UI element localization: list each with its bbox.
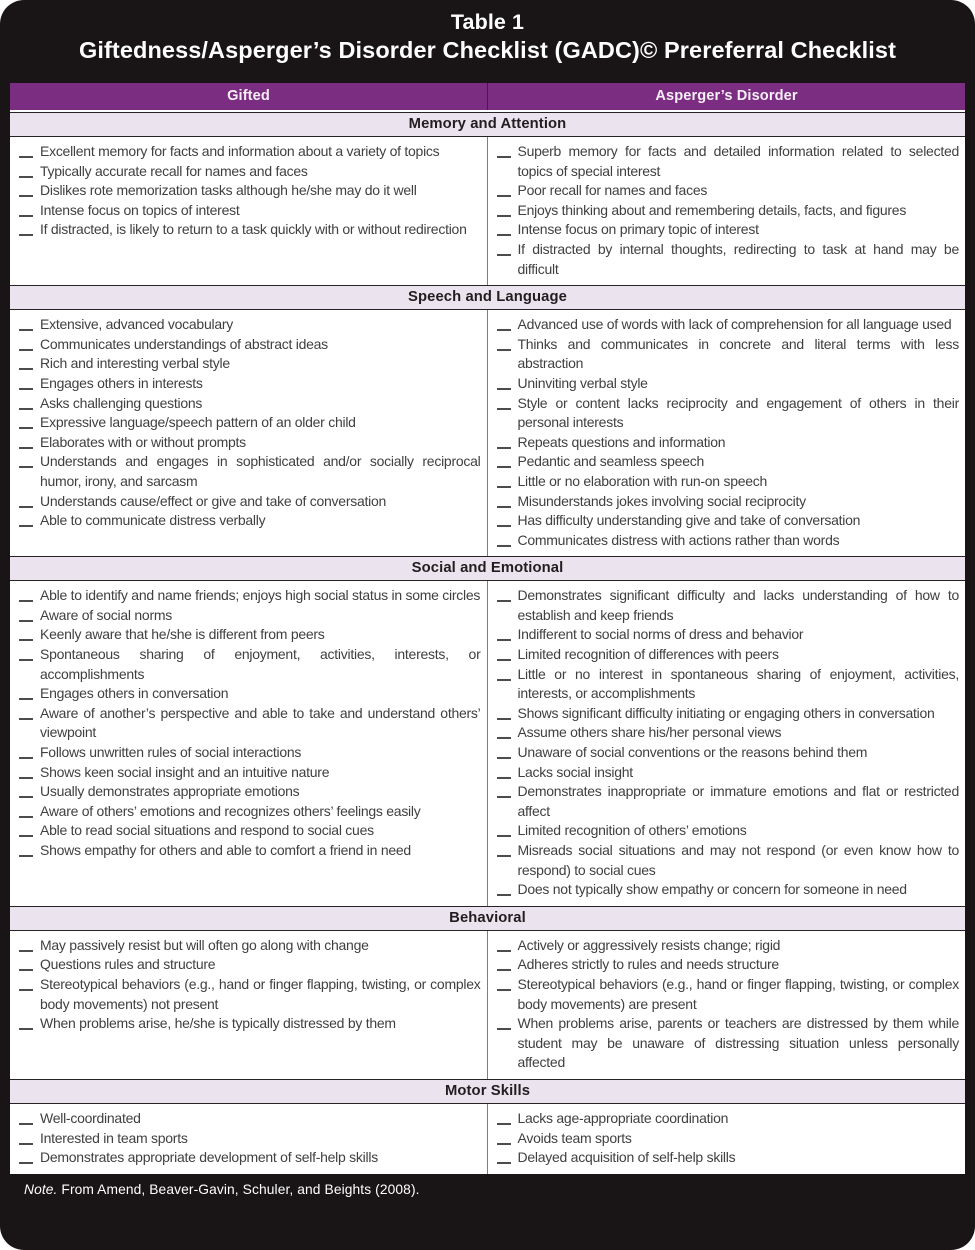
fill-in-blank-line <box>497 882 511 896</box>
item-text: Style or content lacks reciprocity and engagement of others in their personal interests <box>517 394 959 431</box>
checklist-item <box>19 201 481 221</box>
checklist-item <box>19 606 481 626</box>
note-label: Note. <box>24 1181 58 1197</box>
checklist-item <box>19 162 481 182</box>
checklist-item <box>497 452 960 472</box>
fill-in-blank-line <box>19 588 33 602</box>
item-text: Aware of social norms <box>40 606 173 623</box>
item-text: Understands cause/effect or give and take of conversation <box>40 492 387 509</box>
fill-in-blank-line <box>497 183 511 197</box>
item-text: Lacks age-appropriate coordination <box>517 1109 729 1126</box>
fill-in-blank-line <box>19 1150 33 1164</box>
checklist-item <box>19 936 481 956</box>
fill-in-blank-line <box>497 222 511 236</box>
item-text: Expressive language/speech pattern of an older child <box>40 414 356 431</box>
item-text: Asks challenging questions <box>40 394 203 411</box>
column-header-row <box>10 83 965 112</box>
item-text: Delayed acquisition of self-help skills <box>517 1149 736 1166</box>
fill-in-blank-line <box>19 356 33 370</box>
fill-in-blank-line <box>19 1016 33 1030</box>
fill-in-blank-line <box>19 608 33 622</box>
checklist-item <box>19 413 481 433</box>
item-text: Able to identify and name friends; enjoys high social status in some circles <box>40 587 481 604</box>
checklist-item <box>19 511 481 531</box>
item-text: Actively or aggressively resists change; rigid <box>517 936 781 953</box>
checklist-item <box>497 374 960 394</box>
checklist-item <box>19 821 481 841</box>
fill-in-blank-line <box>497 376 511 390</box>
item-text: When problems arise, he/she is typically distressed by them <box>40 1015 396 1032</box>
item-text: May passively resist but will often go along with change <box>40 936 369 953</box>
checklist-item <box>497 1109 960 1129</box>
item-text: Elaborates with or without prompts <box>40 433 246 450</box>
item-text: Thinks and communicates in concrete and literal terms with less abstraction <box>517 335 959 372</box>
checklist-item <box>19 394 481 414</box>
item-text: Demonstrates inappropriate or immature emotions and flat or restricted affect <box>517 783 959 819</box>
item-text: Rich and interesting verbal style <box>40 355 230 372</box>
fill-in-blank-line <box>19 415 33 429</box>
item-text: Intense focus on primary topic of interest <box>517 221 759 238</box>
fill-in-blank-line <box>19 317 33 331</box>
checklist-item <box>19 782 481 802</box>
item-text: Usually demonstrates appropriate emotions <box>40 783 300 800</box>
checklist-item <box>19 841 481 861</box>
checklist-item <box>497 472 960 492</box>
checklist-item <box>497 645 960 665</box>
item-text: Shows empathy for others and able to comfort a friend in need <box>40 842 411 858</box>
table-title-block <box>10 9 965 65</box>
column-header-gifted: Gifted <box>10 83 488 110</box>
fill-in-blank-line <box>19 435 33 449</box>
fill-in-blank-line <box>19 784 33 798</box>
checklist-item <box>497 586 960 625</box>
gifted-cell <box>10 1104 488 1174</box>
checklist-item <box>19 452 481 491</box>
fill-in-blank-line <box>497 977 511 991</box>
checklist-item <box>19 335 481 355</box>
fill-in-blank-line <box>497 843 511 857</box>
column-header-aspergers: Asperger’s Disorder <box>655 88 798 104</box>
fill-in-blank-line <box>19 938 33 952</box>
table-number: Table 1 <box>450 10 525 34</box>
fill-in-blank-line <box>497 203 511 217</box>
checklist-item <box>497 665 960 704</box>
fill-in-blank-line <box>497 1111 511 1125</box>
item-text: Excellent memory for facts and information about a variety of topics <box>40 143 440 159</box>
table-title: Giftedness/Asperger’s Disorder Checklist (GADC)© Prereferral Checklist <box>78 37 897 63</box>
item-text: Demonstrates significant difficulty and lacks understanding of how to establish and keep friends <box>517 587 959 623</box>
checklist-item <box>19 645 481 684</box>
section-row <box>10 581 965 906</box>
checklist-item <box>497 240 960 279</box>
checklist-item <box>497 433 960 453</box>
item-text: Repeats questions and information <box>517 433 726 450</box>
section-header: Motor Skills <box>10 1079 965 1104</box>
fill-in-blank-line <box>19 337 33 351</box>
item-text: Aware of others’ emotions and recognizes others’ feelings easily <box>40 802 421 819</box>
item-text: Misreads social situations and may not respond (or even know how to respond) to social cues <box>517 842 959 878</box>
fill-in-blank-line <box>19 183 33 197</box>
checklist-item <box>497 704 960 724</box>
fill-in-blank-line <box>497 667 511 681</box>
checklist-item <box>497 1148 960 1168</box>
item-text: Little or no elaboration with run-on speech <box>517 472 768 489</box>
section-header: Social and Emotional <box>10 556 965 581</box>
item-text: Does not typically show empathy or concern for someone in need <box>517 881 907 898</box>
checklist-item <box>497 531 960 551</box>
checklist-item <box>497 511 960 531</box>
item-text: Aware of another’s perspective and able to take and understand others’ viewpoint <box>40 704 481 741</box>
gifted-cell <box>10 137 488 285</box>
fill-in-blank-line <box>19 823 33 837</box>
item-text: Little or no interest in spontaneous sharing of enjoyment, activities, interests, or accomplishments <box>517 665 959 702</box>
fill-in-blank-line <box>497 454 511 468</box>
checklist-item <box>19 1129 481 1149</box>
checklist-item <box>19 704 481 743</box>
checklist-item <box>497 975 960 1014</box>
item-text: Follows unwritten rules of social interactions <box>40 744 302 761</box>
checklist-item <box>497 723 960 743</box>
item-text: Misunderstands jokes involving social reciprocity <box>517 492 806 509</box>
fill-in-blank-line <box>19 222 33 236</box>
checklist-item <box>19 975 481 1014</box>
checklist-item <box>497 821 960 841</box>
fill-in-blank-line <box>19 765 33 779</box>
item-text: Keenly aware that he/she is different from peers <box>40 626 325 643</box>
item-text: Well-coordinated <box>40 1109 141 1126</box>
item-text: Able to communicate distress verbally <box>40 512 266 529</box>
item-text: Intense focus on topics of interest <box>40 201 240 218</box>
aspergers-cell <box>488 137 966 285</box>
section-row <box>10 137 965 285</box>
checklist-item <box>497 1014 960 1073</box>
item-text: Limited recognition of others’ emotions <box>517 822 747 839</box>
item-text: Shows significant difficulty initiating or engaging others in conversation <box>517 704 935 721</box>
item-text: Demonstrates appropriate development of self-help skills <box>40 1149 378 1166</box>
section-header: Memory and Attention <box>10 112 965 137</box>
fill-in-blank-line <box>497 435 511 449</box>
fill-in-blank-line <box>497 725 511 739</box>
aspergers-cell <box>488 581 966 906</box>
fill-in-blank-line <box>19 627 33 641</box>
item-text: Dislikes rote memorization tasks although he/she may do it well <box>40 182 417 199</box>
checklist-item <box>19 1014 481 1034</box>
item-text: Communicates understandings of abstract ideas <box>40 335 328 352</box>
aspergers-cell <box>488 310 966 556</box>
fill-in-blank-line <box>497 647 511 661</box>
section-header: Behavioral <box>10 906 965 931</box>
section-header: Speech and Language <box>10 285 965 310</box>
fill-in-blank-line <box>19 977 33 991</box>
item-text: Communicates distress with actions rather than words <box>517 531 840 548</box>
checklist-item <box>19 684 481 704</box>
fill-in-blank-line <box>19 513 33 527</box>
item-text: Limited recognition of differences with peers <box>517 646 779 663</box>
item-text: Stereotypical behaviors (e.g., hand or finger flapping, twisting, or complex body movements) are present <box>517 975 959 1012</box>
checklist-item <box>497 841 960 880</box>
item-text: Engages others in interests <box>40 374 203 391</box>
checklist-item <box>497 492 960 512</box>
checklist-item <box>19 181 481 201</box>
section-row <box>10 310 965 556</box>
item-text: Understands and engages in sophisticated and/or socially reciprocal humor, irony, and sarcasm <box>40 453 481 489</box>
fill-in-blank-line <box>19 686 33 700</box>
item-text: Interested in team sports <box>40 1129 188 1146</box>
fill-in-blank-line <box>19 745 33 759</box>
source-note <box>10 1174 965 1250</box>
checklist-item <box>19 802 481 822</box>
fill-in-blank-line <box>497 494 511 508</box>
fill-in-blank-line <box>497 396 511 410</box>
item-text: If distracted by internal thoughts, redirecting to task at hand may be difficult <box>517 240 959 277</box>
checklist-item <box>19 1109 481 1129</box>
checklist-item <box>19 220 481 240</box>
item-text: When problems arise, parents or teachers are distressed by them while student may be unaware of distressing situation unless personally affected <box>517 1015 959 1071</box>
fill-in-blank-line <box>497 765 511 779</box>
checklist-table <box>10 83 965 1174</box>
gifted-cell <box>10 310 488 556</box>
item-text: Superb memory for facts and detailed information related to selected topics of special interest <box>517 143 959 179</box>
checklist-item <box>497 1129 960 1149</box>
checklist-item <box>497 782 960 821</box>
checklist-item <box>19 374 481 394</box>
fill-in-blank-line <box>19 376 33 390</box>
item-text: Spontaneous sharing of enjoyment, activities, interests, or accomplishments <box>40 646 481 682</box>
fill-in-blank-line <box>497 823 511 837</box>
item-text: Advanced use of words with lack of comprehension for all language used <box>517 316 952 333</box>
item-text: Extensive, advanced vocabulary <box>40 316 233 333</box>
fill-in-blank-line <box>497 706 511 720</box>
item-text: Questions rules and structure <box>40 956 216 973</box>
fill-in-blank-line <box>497 533 511 547</box>
fill-in-blank-line <box>497 144 511 158</box>
checklist-item <box>19 142 481 162</box>
checklist-item <box>19 354 481 374</box>
fill-in-blank-line <box>19 203 33 217</box>
fill-in-blank-line <box>497 1131 511 1145</box>
fill-in-blank-line <box>19 144 33 158</box>
fill-in-blank-line <box>497 474 511 488</box>
item-text: Assume others share his/her personal views <box>517 724 782 741</box>
fill-in-blank-line <box>497 1016 511 1030</box>
checklist-item <box>497 181 960 201</box>
checklist-item <box>497 936 960 956</box>
item-text: Enjoys thinking about and remembering details, facts, and figures <box>517 201 907 218</box>
checklist-item <box>497 880 960 900</box>
checklist-item <box>497 142 960 181</box>
item-text: Pedantic and seamless speech <box>517 453 705 470</box>
fill-in-blank-line <box>497 513 511 527</box>
fill-in-blank-line <box>497 627 511 641</box>
fill-in-blank-line <box>497 1150 511 1164</box>
fill-in-blank-line <box>19 396 33 410</box>
item-text: Avoids team sports <box>517 1129 632 1146</box>
fill-in-blank-line <box>497 317 511 331</box>
fill-in-blank-line <box>19 494 33 508</box>
fill-in-blank-line <box>19 957 33 971</box>
checklist-item <box>19 625 481 645</box>
fill-in-blank-line <box>497 242 511 256</box>
checklist-item <box>497 394 960 433</box>
fill-in-blank-line <box>19 454 33 468</box>
aspergers-cell <box>488 931 966 1079</box>
item-text: Has difficulty understanding give and take of conversation <box>517 512 861 529</box>
checklist-item <box>19 1148 481 1168</box>
section-row <box>10 931 965 1079</box>
fill-in-blank-line <box>19 804 33 818</box>
item-text: Indifferent to social norms of dress and behavior <box>517 626 804 643</box>
fill-in-blank-line <box>19 1131 33 1145</box>
fill-in-blank-line <box>497 745 511 759</box>
fill-in-blank-line <box>19 1111 33 1125</box>
item-text: Engages others in conversation <box>40 685 229 702</box>
gifted-cell <box>10 931 488 1079</box>
item-text: Stereotypical behaviors (e.g., hand or finger flapping, twisting, or complex body movements) not present <box>40 975 481 1012</box>
checklist-item <box>19 492 481 512</box>
fill-in-blank-line <box>497 957 511 971</box>
checklist-item <box>19 315 481 335</box>
item-text: Shows keen social insight and an intuitive nature <box>40 763 330 780</box>
checklist-item <box>19 763 481 783</box>
fill-in-blank-line <box>19 164 33 178</box>
item-text: If distracted, is likely to return to a task quickly with or without redirection <box>40 221 467 238</box>
item-text: Lacks social insight <box>517 763 633 780</box>
checklist-item <box>19 433 481 453</box>
checklist-item <box>497 201 960 221</box>
fill-in-blank-line <box>19 647 33 661</box>
checklist-item <box>19 743 481 763</box>
checklist-item <box>497 315 960 335</box>
fill-in-blank-line <box>497 588 511 602</box>
checklist-item <box>19 955 481 975</box>
item-text: Typically accurate recall for names and faces <box>40 162 308 179</box>
fill-in-blank-line <box>19 843 33 857</box>
item-text: Uninviting verbal style <box>517 374 648 391</box>
section-row <box>10 1104 965 1174</box>
fill-in-blank-line <box>497 337 511 351</box>
checklist-item <box>19 586 481 606</box>
item-text: Adheres strictly to rules and needs structure <box>517 956 779 973</box>
fill-in-blank-line <box>19 706 33 720</box>
fill-in-blank-line <box>497 784 511 798</box>
item-text: Able to read social situations and respond to social cues <box>40 822 374 839</box>
checklist-item <box>497 763 960 783</box>
checklist-item <box>497 220 960 240</box>
fill-in-blank-line <box>497 938 511 952</box>
sections-container <box>10 112 965 1174</box>
checklist-item <box>497 743 960 763</box>
checklist-item <box>497 335 960 374</box>
note-text: From Amend, Beaver-Gavin, Schuler, and Beights (2008). <box>57 1181 420 1197</box>
gifted-cell <box>10 581 488 906</box>
item-text: Unaware of social conventions or the reasons behind them <box>517 744 868 761</box>
checklist-item <box>497 625 960 645</box>
item-text: Poor recall for names and faces <box>517 182 708 199</box>
aspergers-cell <box>488 1104 966 1174</box>
checklist-item <box>497 955 960 975</box>
